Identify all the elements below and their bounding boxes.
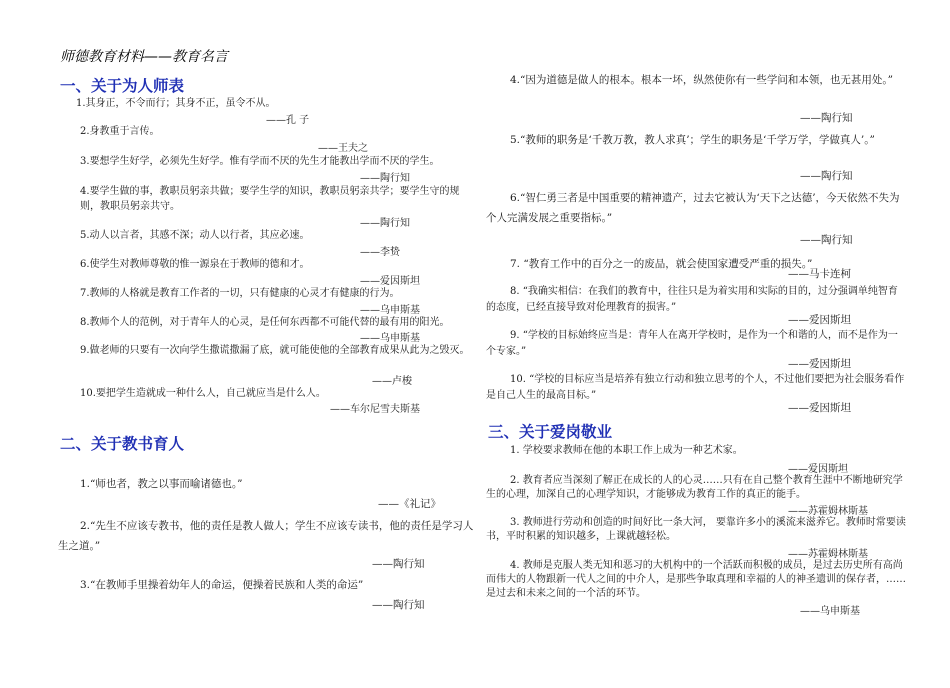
quote-source: ——孔 子	[266, 115, 310, 126]
quote-source: ——爱因斯坦	[788, 314, 851, 326]
quote-text: 4.“因为道德是做人的根本。根本一坏，纵然使你有一些学问和本领，也无甚用处。”	[510, 74, 894, 86]
quote-source: ——卢梭	[372, 376, 412, 387]
quote-source: ——马卡连柯	[788, 268, 851, 280]
quote-source: ——陶行知	[800, 112, 853, 124]
quote-text: 3.“在教师手里操着幼年人的命运，便操着民族和人类的命运”	[80, 579, 364, 591]
quote-source: ——车尔尼雪夫斯基	[330, 404, 420, 415]
quote-text: 5.“教师的职务是‘千教万教，教人求真’；学生的职务是‘千学万学，学做真人’。”	[510, 134, 875, 146]
quote-source: ——王夫之	[318, 143, 368, 154]
quote-source: ——李贽	[360, 247, 400, 258]
quote-text: 9.做老师的只要有一次向学生撒谎撒漏了底，就可能使他的全部教育成果从此为之毁灭。	[80, 345, 470, 356]
quote-text: 3.要想学生好学，必须先生好学。惟有学而不厌的先生才能教出学而不厌的学生。	[80, 156, 440, 167]
quote-text: 6.“智仁勇三者是中国重要的精神遗产，过去它被认为‘天下之达德’，今天依然不失为个人完满发展之重要指标。”	[486, 192, 900, 224]
quote-text: 1. 学校要求教师在他的本职工作上成为一种艺术家。	[510, 445, 743, 456]
quote-source: ——《礼记》	[378, 498, 441, 510]
quote-text: 7.教师的人格就是教育工作者的一切，只有健康的心灵才有健康的行为。	[80, 288, 400, 299]
quote-source: ——苏霍姆林斯基	[788, 506, 868, 517]
quote-source: ——爱因斯坦	[788, 358, 851, 370]
quote-source: ——爱因斯坦	[788, 402, 851, 414]
quote-source: ——陶行知	[360, 218, 410, 229]
quote-source: ——陶行知	[372, 558, 425, 570]
section-heading-2: 二、关于教书育人	[60, 435, 185, 453]
quote-text: 5.动人以言者，其感不深；动人以行者，其应必速。	[80, 230, 310, 241]
quote-text: 6.使学生对教师尊敬的惟一源泉在于教师的德和才。	[80, 259, 310, 270]
quote-source: ——陶行知	[360, 173, 410, 184]
quote-source: ——陶行知	[800, 234, 853, 246]
quote-text: 1.其身正，不令而行；其身不正，虽令不从。	[76, 98, 276, 109]
section-heading-1: 一、关于为人师表	[60, 77, 185, 95]
quote-text: 1.“师也者，教之以事而喻诸德也。”	[80, 478, 243, 490]
quote-source: ——苏霍姆林斯基	[788, 549, 868, 560]
quote-text: 2. 教育者应当深刻了解正在成长的人的心灵……只有在自己整个教育生涯中不断地研究学生的心理，加深自己的心理学知识，才能够成为教育工作的真正的能手。	[486, 475, 903, 500]
quote-source: ——乌申斯基	[360, 333, 420, 344]
quote-source: ——爱因斯坦	[788, 464, 848, 475]
quote-source: ——陶行知	[372, 599, 425, 611]
quote-source: ——乌申斯基	[360, 305, 420, 316]
quote-text: 10. “学校的目标应当是培养有独立行动和独立思考的个人，不过他们要把为社会服务看作是自己人生的最高目标。”	[486, 374, 905, 401]
quote-text: 8. “我确实相信：在我们的教育中，往往只是为着实用和实际的目的，过分强调单纯智育的态度，已经直接导致对伦理教育的损害。”	[486, 286, 898, 313]
quote-text: 2.身教重于言传。	[80, 126, 160, 137]
quote-text: 7. “教育工作中的百分之一的废品，就会使国家遭受严重的损失。”	[510, 258, 813, 270]
section-heading-3: 三、关于爱岗敬业	[488, 423, 613, 441]
quote-text: 2.“先生不应该专教书，他的责任是教人做人；学生不应该专读书，他的责任是学习人生之道。”	[58, 520, 474, 552]
quote-text: 8.教师个人的范例，对于青年人的心灵，是任何东西都不可能代替的最有用的阳光。	[80, 317, 450, 328]
quote-text: 9. “学校的目标始终应当是：青年人在离开学校时，是作为一个和谐的人，而不是作为一个专家。”	[486, 330, 898, 357]
quote-source: ——乌申斯基	[800, 606, 860, 617]
document-title: 师德教育材料——教育名言	[60, 49, 228, 65]
quote-source: ——爱因斯坦	[360, 276, 420, 287]
quote-text: 4. 教师是克服人类无知和恶习的大机构中的一个活跃而积极的成员，是过去历史所有高尚而伟大的人物跟新一代人之间的中介人，是那些争取真理和幸福的人的神圣遗训的保存者，……是过去和未来之间的一个活的环节。	[486, 560, 906, 599]
quote-text: 10.要把学生造就成一种什么人，自己就应当是什么人。	[80, 388, 326, 399]
quote-text: 3. 教师进行劳动和创造的时间好比一条大河， 要靠许多小的溪流来滋养它。教师时常要读书，平时积累的知识越多，上课就越轻松。	[486, 517, 906, 542]
quote-source: ——陶行知	[800, 170, 853, 182]
quote-text: 4.要学生做的事，教职员躬亲共做；要学生学的知识，教职员躬亲共学；要学生守的规则，教职员躬亲共守。	[80, 186, 460, 212]
